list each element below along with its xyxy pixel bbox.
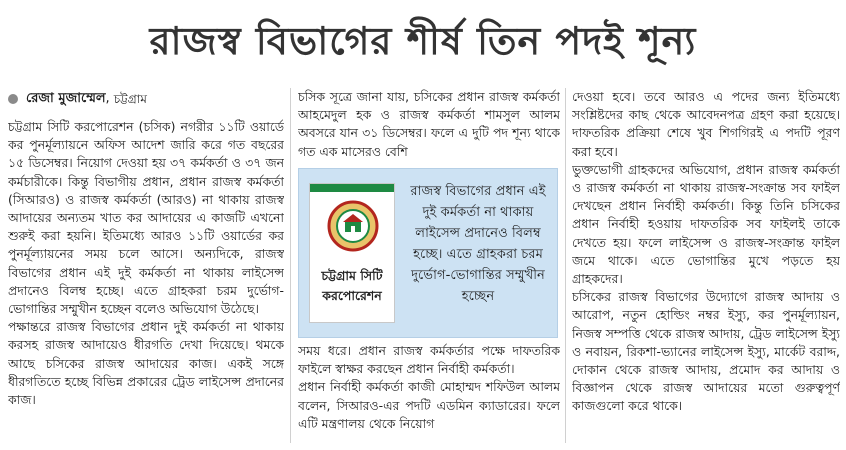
pull-quote-text: রাজস্ব বিভাগের প্রধান এই দুই কর্মকর্তা না থাকায় লাইসেন্স প্রদানেও বিলম্ব হচ্ছে। এতে গ্রাহকরা চরম দুর্ভোগ-ভোগান্তির সম্মুখীন হচ্ছেন (410, 184, 546, 304)
logo-stripe (310, 184, 394, 192)
byline (8, 88, 284, 110)
article-column-1 (8, 88, 284, 448)
paragraph: পক্ষান্তরে রাজস্ব বিভাগের প্রধান দুই কর্মকর্তা না থাকায় করসহ রাজস্ব আদায়েও ধীরগতি দেখা দিয়েছে। থমকে আছে চসিকের রাজস্ব আদায়ের কাজ। একই সঙ্গে ধীরগতিতে হচ্ছে বিভিন্ন প্রকারের ট্রেড লাইসেন্স প্রদানের কাজ। (8, 319, 284, 408)
paragraph: সময় ধরে। প্রধান রাজস্ব কর্মকর্তার পক্ষে দাফতরিক ফাইলে স্বাক্ষর করছেন প্রধান নির্বাহী কর্মকর্তা। (298, 343, 560, 377)
logo-caption (310, 266, 394, 306)
city-corporation-emblem-icon (327, 200, 379, 252)
paragraph: চট্টগ্রাম সিটি করপোরেশন (চসিক) নগরীর ১১টি ওয়ার্ডে কর পুনর্মূল্যায়নে অফিস আদেশ জারি করে গত বছরের ১৫ ডিসেম্বর। নিয়োগ দেওয়া হয় ৩৭ কর্মকর্তা ও ৩৭ জন কর্মচারীকে। কিন্তু বিভাগীয় প্রধান, প্রধান রাজস্ব কর্মকর্তা (সিআরও) ও রাজস্ব কর্মকর্তা (আরও) না থাকায় রাজস্ব আদায়ের অন্যতম খাত কর আদায়ের এ কাজটি এখনো শুরুই করা হয়নি। ইতিমধ্যে আরও ১১টি ওয়ার্ডের কর পুনর্মূল্যায়নের সময় চলে আসে। অন্যদিকে, রাজস্ব বিভাগের প্রধান এই দুই কর্মকর্তা না থাকায় লাইসেন্স প্রদানেও বিলম্ব হচ্ছে। এতে গ্রাহকরা চরম দুর্ভোগ-ভোগান্তির সম্মুখীন হচ্ছেন বলেও অভিযোগ উঠেছে। (8, 119, 284, 317)
paragraph: চসিক সূত্রে জানা যায়, চসিকের প্রধান রাজস্ব কর্মকর্তা আহমেদুল হক ও রাজস্ব কর্মকর্তা শামসুল আলম অবসরে যান ৩১ ডিসেম্বর। ফলে এ দুটি পদ শূন্য থাকে গত এক মাসেরও বেশি (298, 89, 560, 159)
logo-caption-line: করপোরেশন (322, 288, 382, 303)
paragraph: চসিকের রাজস্ব বিভাগের উদ্যোগে রাজস্ব আদায় ও আরোপ, নতুন হোল্ডিং নম্বর ইস্যু, কর পুনর্মূল্যায়ন, নিজস্ব সম্পত্তি থেকে রাজস্ব আদায়, ট্রেড লাইসেন্স ইস্যু ও নবায়ন, রিকশা-ভ্যানের লাইসেন্স ইস্যু, মার্কেট বরাদ্দ, দোকান থেকে রাজস্ব আদায়, প্রমোদ কর আদায় ও বিজ্ঞাপন থেকে রাজস্ব আদায়ের মতো গুরুত্বপূর্ণ কাজগুলো করে থাকে। (572, 289, 840, 414)
paragraph: ভুক্তভোগী গ্রাহকদের অভিযোগ, প্রধান রাজস্ব কর্মকর্তা ও রাজস্ব কর্মকর্তা না থাকায় রাজস্ব-সংক্রান্ত সব ফাইল দেখছেন প্রধান নির্বাহী কর্মকর্তা। কিন্তু তিনি চসিকের প্রধান নির্বাহী হওয়ায় দাফতরিক সব ফাইলই তাকে দেখতে হয়। ফলে লাইসেন্স ও রাজস্ব-সংক্রান্ত ফাইল জমে থাকে। এতে ভোগান্তির মুখে পড়তে হয় গ্রাহকদের। (572, 161, 840, 287)
bullet-dot-icon (8, 94, 18, 104)
byline-separator: , (105, 90, 110, 106)
column-divider (565, 88, 566, 443)
article-column-3 (572, 88, 840, 448)
paragraph: দেওয়া হবে। তবে আরও এ পদের জন্য ইতিমধ্যে সংশ্লিষ্টদের কাছ থেকে আবেদনপত্র গ্রহণ করা হয়েছে। দাফতরিক প্রক্রিয়া শেষে খুব শিগগিরই এ পদটি পূরণ করা হবে। (572, 89, 840, 159)
byline-author: রেজা মুজাম্মেল (26, 90, 106, 106)
headline: রাজস্ব বিভাগের শীর্ষ তিন পদই শূন্য (149, 18, 697, 63)
logo-caption-line: চট্টগ্রাম সিটি (321, 268, 383, 283)
paragraph: প্রধান নির্বাহী কর্মকর্তা কাজী মোহাম্মদ শফিউল আলম বলেন, সিআরও-এর পদটি এডমিন ক্যাডারের। ফলে এটি মন্ত্রণালয় থেকে নিয়োগ (298, 379, 560, 431)
city-corporation-logo (309, 183, 395, 323)
byline-location: চট্টগ্রাম (113, 91, 147, 106)
pull-quote-box (298, 168, 558, 338)
column-divider (290, 88, 291, 443)
